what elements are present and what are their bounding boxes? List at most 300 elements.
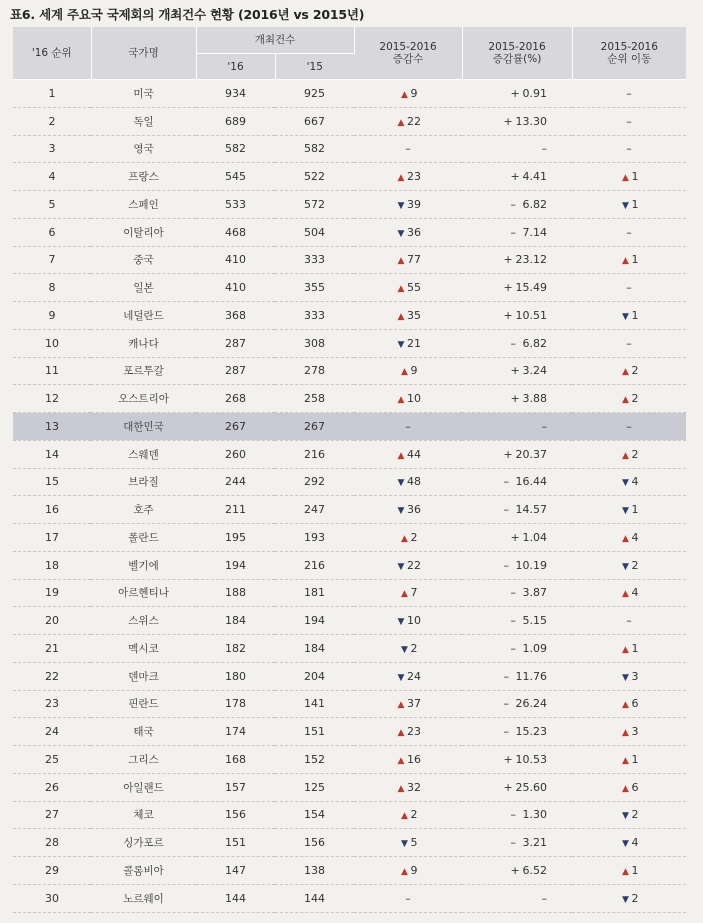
change-arrow-up-icon: ▲ [401, 811, 408, 822]
table-row [13, 607, 686, 635]
rank-arrow-up-icon: ▲ [622, 589, 629, 600]
header-2015: '15 [275, 54, 354, 80]
table-row [13, 274, 686, 302]
rank-change-value: – [626, 336, 632, 350]
cell-country: 독일 [91, 107, 196, 135]
change-rate-sign: + [510, 86, 520, 100]
cell-country: 캐나다 [91, 329, 196, 357]
change-rate-value: 6.52 [522, 863, 548, 877]
change-rate [487, 170, 547, 183]
cell-change-rate [462, 690, 572, 718]
cell-2016: 182 [196, 635, 275, 663]
change-rate-value: 1.30 [522, 808, 548, 822]
change-rate-value: 0.91 [522, 86, 548, 100]
change-rate-value: 10.53 [515, 752, 548, 766]
cell-2015: 184 [275, 635, 354, 663]
change-rate [487, 559, 547, 572]
change-rate-sign: – [503, 558, 510, 572]
rank-arrow-up-icon: ▲ [622, 866, 629, 877]
cell-rank-change [572, 80, 686, 108]
table-row [13, 635, 686, 663]
change-count-value: 23 [407, 170, 422, 184]
change-count-value: 32 [407, 780, 422, 794]
change-rate-value: 6.82 [522, 336, 548, 350]
change-count-value: 24 [407, 669, 422, 683]
change-rate-value: 15.49 [515, 281, 548, 295]
change-rate [487, 392, 547, 405]
rank-change-value: 2 [631, 364, 639, 378]
table-row [13, 857, 686, 885]
cell-change-rate [462, 135, 572, 163]
table-row [13, 413, 686, 441]
cell-2016: 287 [196, 357, 275, 385]
cell-change-count [354, 496, 462, 524]
header-change-rate: 2015-2016 증감률(%) [462, 27, 572, 80]
rank-arrow-down-icon: ▼ [622, 839, 629, 850]
cell-rank: 22 [13, 662, 91, 690]
change-count-value: 10 [407, 614, 422, 628]
change-rate [487, 281, 547, 294]
change-count-value: 21 [407, 336, 422, 350]
table-row [13, 191, 686, 219]
rank-change-value: – [626, 86, 632, 100]
cell-rank-change [572, 385, 686, 413]
cell-2016: 211 [196, 496, 275, 524]
change-rate-sign: + [510, 530, 520, 544]
cell-country: 네덜란드 [91, 302, 196, 330]
cell-rank-change [572, 163, 686, 191]
change-rate [487, 115, 547, 128]
change-arrow-up-icon: ▲ [397, 395, 405, 406]
cell-change-count [354, 662, 462, 690]
rank-arrow-down-icon: ▼ [622, 672, 629, 683]
cell-change-rate [462, 496, 572, 524]
cell-change-rate [462, 801, 572, 829]
table-row [13, 163, 686, 191]
cell-2016: 260 [196, 440, 275, 468]
change-arrow-down-icon: ▼ [397, 200, 405, 211]
change-arrow-up-icon: ▲ [397, 256, 405, 267]
cell-2015: 258 [275, 385, 354, 413]
cell-change-rate [462, 218, 572, 246]
cell-country: 덴마크 [91, 662, 196, 690]
change-arrow-up-icon: ▲ [397, 117, 405, 128]
cell-rank: 12 [13, 385, 91, 413]
cell-rank-change [572, 246, 686, 274]
cell-change-count [354, 635, 462, 663]
change-count-value: 22 [407, 114, 422, 128]
change-arrow-up-icon: ▲ [401, 367, 408, 378]
rank-change-value: 1 [631, 863, 639, 877]
table-row [13, 690, 686, 718]
cell-change-rate [462, 302, 572, 330]
cell-country: 폴란드 [91, 524, 196, 552]
change-rate-value: – [541, 142, 548, 156]
change-count-value: – [405, 419, 411, 433]
table-row [13, 524, 686, 552]
cell-country: 핀란드 [91, 690, 196, 718]
cell-2015: 292 [275, 468, 354, 496]
cell-country: 미국 [91, 80, 196, 108]
rank-change-value: – [626, 142, 632, 156]
cell-country: 벨기에 [91, 551, 196, 579]
table-row [13, 496, 686, 524]
rank-change-value: 3 [631, 669, 639, 683]
cell-change-rate [462, 829, 572, 857]
cell-change-rate [462, 551, 572, 579]
change-rate-value: 3.87 [522, 586, 548, 600]
rank-arrow-up-icon: ▲ [622, 450, 629, 461]
cell-rank-change [572, 329, 686, 357]
cell-rank: 16 [13, 496, 91, 524]
rank-arrow-down-icon: ▼ [622, 894, 629, 905]
change-rate-sign: + [503, 281, 513, 295]
change-arrow-up-icon: ▲ [397, 450, 405, 461]
cell-2015: 152 [275, 746, 354, 774]
cell-rank: 10 [13, 329, 91, 357]
cell-rank-change [572, 801, 686, 829]
cell-2015: 333 [275, 246, 354, 274]
cell-2016: 147 [196, 857, 275, 885]
cell-change-rate [462, 357, 572, 385]
cell-change-count [354, 801, 462, 829]
change-rate [487, 725, 547, 738]
cell-2016: 168 [196, 746, 275, 774]
cell-rank: 21 [13, 635, 91, 663]
change-rate-sign: – [510, 336, 517, 350]
change-arrow-up-icon: ▲ [397, 783, 405, 794]
cell-rank-change [572, 857, 686, 885]
cell-change-count [354, 163, 462, 191]
change-rate [487, 198, 547, 211]
cell-rank: 17 [13, 524, 91, 552]
change-rate-sign: + [510, 364, 520, 378]
cell-country: 스페인 [91, 191, 196, 219]
cell-change-rate [462, 329, 572, 357]
cell-change-count [354, 579, 462, 607]
cell-2016: 410 [196, 274, 275, 302]
cell-2015: 925 [275, 80, 354, 108]
cell-2015: 267 [275, 413, 354, 441]
change-rate-sign: – [510, 808, 517, 822]
change-rate [487, 309, 547, 322]
cell-rank: 14 [13, 440, 91, 468]
cell-change-count [354, 107, 462, 135]
cell-rank-change [572, 440, 686, 468]
rank-change-value: – [626, 614, 632, 628]
change-rate-value: – [541, 891, 548, 905]
cell-2016: 689 [196, 107, 275, 135]
cell-2015: 582 [275, 135, 354, 163]
cell-rank-change [572, 357, 686, 385]
cell-change-count [354, 718, 462, 746]
table-row [13, 135, 686, 163]
change-rate-value: 3.21 [522, 836, 548, 850]
change-count-value: 36 [407, 225, 422, 239]
change-rate [487, 475, 547, 488]
change-rate-sign: + [510, 170, 520, 184]
rank-arrow-up-icon: ▲ [622, 533, 629, 544]
cell-change-rate [462, 524, 572, 552]
cell-2015: 154 [275, 801, 354, 829]
rank-change-value: 1 [631, 253, 639, 267]
cell-change-rate [462, 191, 572, 219]
cell-rank-change [572, 551, 686, 579]
cell-country: 태국 [91, 718, 196, 746]
change-rate-value: 25.60 [515, 780, 548, 794]
cell-rank: 3 [13, 135, 91, 163]
table-row [13, 440, 686, 468]
change-rate-sign: – [510, 225, 517, 239]
rank-change-value: 1 [631, 641, 639, 655]
cell-2015: 151 [275, 718, 354, 746]
cell-2016: 268 [196, 385, 275, 413]
cell-change-rate [462, 579, 572, 607]
table-row [13, 579, 686, 607]
change-rate-sign: – [503, 697, 510, 711]
cell-rank-change [572, 884, 686, 912]
cell-change-count [354, 468, 462, 496]
cell-2016: 582 [196, 135, 275, 163]
rank-arrow-down-icon: ▼ [622, 478, 629, 489]
change-count-value: 2 [410, 530, 418, 544]
cell-rank: 30 [13, 884, 91, 912]
cell-2015: 144 [275, 884, 354, 912]
cell-change-count [354, 440, 462, 468]
cell-2015: 181 [275, 579, 354, 607]
rank-change-value: 1 [631, 503, 639, 517]
cell-rank: 9 [13, 302, 91, 330]
change-rate-value: 10.51 [515, 308, 548, 322]
change-rate [487, 503, 547, 516]
cell-rank-change [572, 662, 686, 690]
change-rate-value: 1.09 [522, 641, 548, 655]
rank-change-value: 4 [631, 836, 639, 850]
cell-2016: 545 [196, 163, 275, 191]
cell-change-count [354, 246, 462, 274]
cell-change-rate [462, 440, 572, 468]
cell-change-count [354, 551, 462, 579]
change-arrow-up-icon: ▲ [397, 173, 405, 184]
rank-change-value: – [626, 419, 632, 433]
table-body [13, 80, 686, 913]
cell-2016: 157 [196, 773, 275, 801]
cell-rank-change [572, 829, 686, 857]
change-arrow-up-icon: ▲ [397, 700, 405, 711]
change-count-value: 77 [407, 253, 422, 267]
cell-2015: 125 [275, 773, 354, 801]
rank-arrow-down-icon: ▼ [622, 311, 629, 322]
change-rate [487, 892, 547, 905]
cell-rank: 8 [13, 274, 91, 302]
cell-2016: 144 [196, 884, 275, 912]
cell-2016: 934 [196, 80, 275, 108]
change-rate [487, 448, 547, 461]
cell-change-count [354, 357, 462, 385]
change-arrow-down-icon: ▼ [397, 506, 405, 517]
cell-change-count [354, 773, 462, 801]
change-arrow-down-icon: ▼ [401, 644, 408, 655]
cell-change-count [354, 829, 462, 857]
table-row [13, 718, 686, 746]
change-arrow-up-icon: ▲ [397, 755, 405, 766]
cell-2015: 141 [275, 690, 354, 718]
rank-change-value: – [626, 114, 632, 128]
cell-rank: 19 [13, 579, 91, 607]
rank-arrow-down-icon: ▼ [622, 811, 629, 822]
change-rate [487, 586, 547, 599]
change-rate [487, 781, 547, 794]
cell-country: 이탈리아 [91, 218, 196, 246]
change-rate [487, 614, 547, 627]
cell-change-count [354, 302, 462, 330]
change-arrow-up-icon: ▲ [401, 866, 408, 877]
rank-change-value: – [626, 225, 632, 239]
rank-arrow-up-icon: ▲ [622, 367, 629, 378]
rank-arrow-up-icon: ▲ [622, 728, 629, 739]
change-rate-value: 13.30 [515, 114, 548, 128]
rank-change-value: 2 [631, 891, 639, 905]
change-count-value: 2 [410, 808, 418, 822]
change-rate-sign: – [503, 503, 510, 517]
rank-arrow-up-icon: ▲ [622, 173, 629, 184]
change-rate-value: 6.82 [522, 197, 548, 211]
cell-2016: 267 [196, 413, 275, 441]
cell-2016: 244 [196, 468, 275, 496]
cell-country: 그리스 [91, 746, 196, 774]
cell-country: 스위스 [91, 607, 196, 635]
cell-rank: 11 [13, 357, 91, 385]
cell-change-count [354, 413, 462, 441]
cell-2016: 178 [196, 690, 275, 718]
cell-2015: 504 [275, 218, 354, 246]
change-rate-sign: – [510, 586, 517, 600]
table-row [13, 746, 686, 774]
table-row [13, 80, 686, 108]
change-rate [487, 142, 547, 155]
change-count-value: 55 [407, 281, 422, 295]
header-count-group: 개최건수 [196, 27, 354, 54]
cell-country: 대한민국 [91, 413, 196, 441]
change-count-value: 7 [410, 586, 418, 600]
change-rate [487, 753, 547, 766]
change-rate-value: 11.76 [515, 669, 548, 683]
change-rate-value: 5.15 [522, 614, 548, 628]
change-arrow-up-icon: ▲ [397, 728, 405, 739]
cell-rank: 2 [13, 107, 91, 135]
cell-change-count [354, 329, 462, 357]
cell-rank: 26 [13, 773, 91, 801]
change-arrow-up-icon: ▲ [401, 89, 408, 100]
cell-2015: 138 [275, 857, 354, 885]
change-rate [487, 420, 547, 433]
table-row [13, 468, 686, 496]
cell-rank-change [572, 579, 686, 607]
cell-change-count [354, 80, 462, 108]
change-rate-sign: – [503, 725, 510, 739]
cell-country: 영국 [91, 135, 196, 163]
change-count-value: 23 [407, 725, 422, 739]
change-rate-sign: + [503, 114, 513, 128]
cell-rank-change [572, 302, 686, 330]
cell-change-count [354, 385, 462, 413]
cell-change-rate [462, 635, 572, 663]
change-count-value: 16 [407, 752, 422, 766]
rank-arrow-up-icon: ▲ [622, 395, 629, 406]
change-rate-sign: + [503, 308, 513, 322]
cell-rank: 5 [13, 191, 91, 219]
cell-2015: 278 [275, 357, 354, 385]
change-count-value: 9 [410, 364, 418, 378]
cell-2016: 151 [196, 829, 275, 857]
cell-2016: 180 [196, 662, 275, 690]
cell-rank: 20 [13, 607, 91, 635]
change-count-value: 9 [410, 863, 418, 877]
cell-rank-change [572, 468, 686, 496]
change-arrow-down-icon: ▼ [397, 561, 405, 572]
change-count-value: 9 [410, 86, 418, 100]
change-rate-sign: – [510, 836, 517, 850]
change-rate [487, 364, 547, 377]
table-row [13, 551, 686, 579]
cell-2016: 410 [196, 246, 275, 274]
change-arrow-up-icon: ▲ [397, 284, 405, 295]
change-count-value: 39 [407, 197, 422, 211]
rank-change-value: 1 [631, 308, 639, 322]
cell-2015: 194 [275, 607, 354, 635]
header-country: 국가명 [91, 27, 196, 80]
change-rate-value: 1.04 [522, 530, 548, 544]
cell-2015: 156 [275, 829, 354, 857]
cell-change-rate [462, 274, 572, 302]
rank-change-value: 4 [631, 530, 639, 544]
cell-country: 콜롬비아 [91, 857, 196, 885]
cell-change-rate [462, 857, 572, 885]
header-2016: '16 [196, 54, 275, 80]
rank-arrow-up-icon: ▲ [622, 644, 629, 655]
change-rate-value: 4.41 [522, 170, 548, 184]
change-count-value: – [405, 891, 411, 905]
change-rate [487, 670, 547, 683]
cell-2016: 368 [196, 302, 275, 330]
rank-arrow-down-icon: ▼ [622, 200, 629, 211]
header-change-count: 2015-2016 증감수 [354, 27, 462, 80]
cell-rank: 29 [13, 857, 91, 885]
table-row [13, 357, 686, 385]
rank-change-value: 2 [631, 447, 639, 461]
cell-change-rate [462, 107, 572, 135]
cell-change-count [354, 690, 462, 718]
cell-country: 오스트리아 [91, 385, 196, 413]
rank-change-value: – [626, 281, 632, 295]
cell-2015: 333 [275, 302, 354, 330]
cell-2015: 193 [275, 524, 354, 552]
cell-change-rate [462, 746, 572, 774]
table-row [13, 107, 686, 135]
change-count-value: 48 [407, 475, 422, 489]
change-count-value: 10 [407, 392, 422, 406]
cell-2015: 247 [275, 496, 354, 524]
cell-rank-change [572, 718, 686, 746]
change-rate-sign: – [510, 197, 517, 211]
cell-change-rate [462, 413, 572, 441]
change-rate-value: 14.57 [515, 503, 548, 517]
change-rate [487, 226, 547, 239]
change-rate-sign: – [503, 669, 510, 683]
change-rate-sign: + [503, 752, 513, 766]
cell-change-rate [462, 163, 572, 191]
change-rate [487, 697, 547, 710]
